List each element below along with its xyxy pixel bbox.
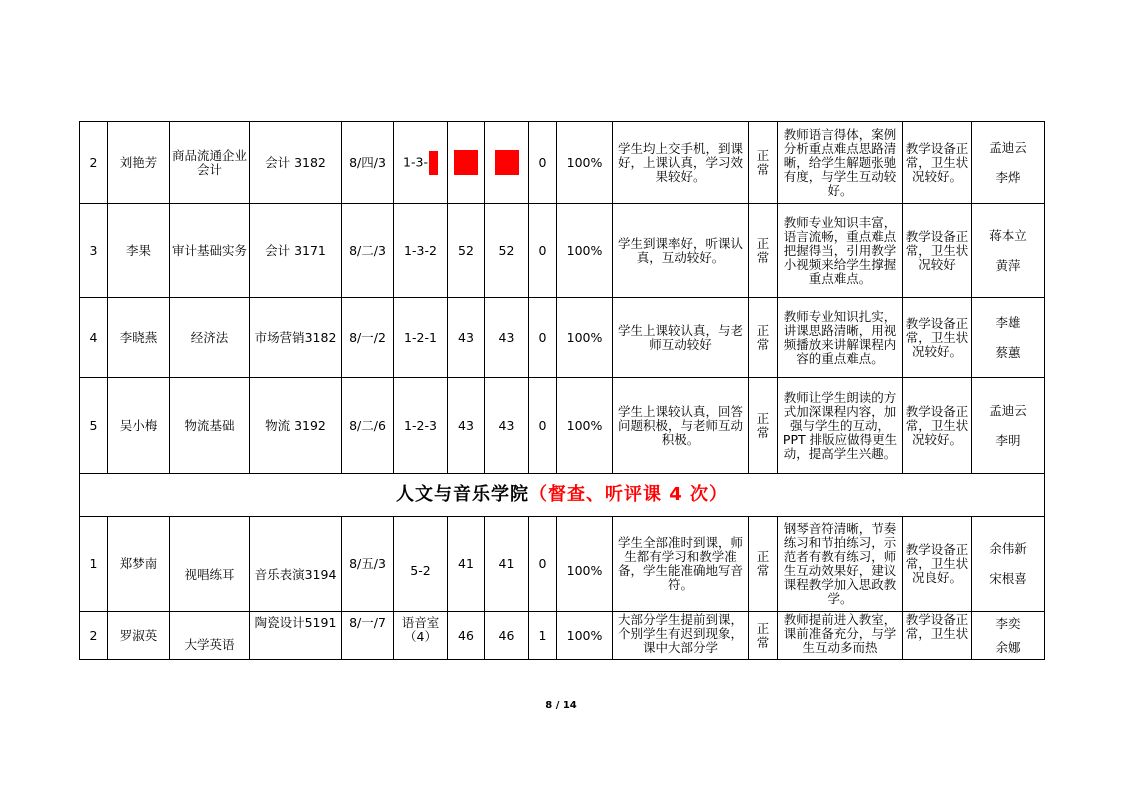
row-number: 2 [80,612,108,660]
equipment-status: 教学设备正常，卫生状况较好。 [903,122,972,204]
time-slot: 8/二/6 [342,378,394,474]
classroom: 语音室（4） [394,612,448,660]
table-row [80,517,1045,612]
equipment-status: 教学设备正常，卫生状况较好 [903,204,972,298]
observation: 学生均上交手机，到课好，上课认真，学习效果较好。 [613,122,749,204]
expected-count: 41 [448,517,485,612]
status: 正常 [749,612,778,660]
redaction-mark [454,150,478,175]
teacher-name: 李果 [108,204,170,298]
expected-count: 43 [448,378,485,474]
inspectors: 孟迪云 李烨 [972,122,1045,204]
absent-count: 0 [529,122,557,204]
actual-count [485,122,529,204]
evaluation: 钢琴音符清晰，节奏练习和节拍练习，示范者有教有练习，师生互动效果好，建议课程教学加入思政教学。 [778,517,903,612]
equipment-status: 教学设备正常，卫生状况较好。 [903,298,972,378]
row-number: 1 [80,517,108,612]
classroom [394,122,448,204]
classroom-text: 1-3- [403,154,428,169]
status: 正常 [749,204,778,298]
attendance-rate: 100% [557,517,613,612]
section-title [80,474,1045,517]
expected-count: 46 [448,612,485,660]
actual-count: 43 [485,298,529,378]
absent-count: 1 [529,612,557,660]
redaction-mark [495,150,519,175]
absent-count: 0 [529,378,557,474]
table-row [80,204,1045,298]
evaluation: 教师专业知识扎实，讲课思路清晰，用视频播放来讲解课程内容的重点难点。 [778,298,903,378]
college-name: 人文与音乐学院 [395,484,529,505]
inspection-table [79,121,1045,660]
classroom: 1-3-2 [394,204,448,298]
class-name: 陶瓷设计5191 [250,612,342,660]
table-row [80,122,1045,204]
class-name: 物流 3192 [250,378,342,474]
inspectors: 蒋本立 黄萍 [972,204,1045,298]
classroom: 5-2 [394,517,448,612]
table-row [80,298,1045,378]
absent-count: 0 [529,517,557,612]
course-name: 物流基础 [170,378,250,474]
absent-count: 0 [529,298,557,378]
expected-count: 43 [448,298,485,378]
table-row [80,378,1045,474]
teacher-name: 刘艳芳 [108,122,170,204]
teacher-name: 李晓燕 [108,298,170,378]
expected-count: 52 [448,204,485,298]
section-header-row [80,474,1045,517]
teacher-name: 郑梦南 [108,517,170,612]
inspectors: 李雄 蔡蕙 [972,298,1045,378]
classroom: 1-2-3 [394,378,448,474]
inspectors: 孟迪云 李明 [972,378,1045,474]
time-slot: 8/五/3 [342,517,394,612]
time-slot: 8/一/2 [342,298,394,378]
table-row [80,612,1045,660]
observation: 学生上课较认真，与老师互动较好 [613,298,749,378]
observation: 学生上课较认真，回答问题积极，与老师互动积极。 [613,378,749,474]
course-name: 大学英语 [170,612,250,660]
observation: 学生到课率好，听课认真，互动较好。 [613,204,749,298]
attendance-rate: 100% [557,122,613,204]
evaluation: 教师提前进入教室，课前准备充分，与学生互动多而热 [778,612,903,660]
absent-count: 0 [529,204,557,298]
teacher-name: 罗淑英 [108,612,170,660]
row-number: 5 [80,378,108,474]
equipment-status: 教学设备正常，卫生状况较好。 [903,378,972,474]
evaluation: 教师语言得体，案例分析重点难点思路清晰，给学生解题张驰有度，与学生互动较好。 [778,122,903,204]
row-number: 3 [80,204,108,298]
status: 正常 [749,122,778,204]
class-name: 市场营销3182 [250,298,342,378]
class-name: 会计 3171 [250,204,342,298]
inspectors: 李奕 余娜 [972,612,1045,660]
evaluation: 教师专业知识丰富，语言流畅，重点难点把握得当，引用教学小视频来给学生撑握重点难点。 [778,204,903,298]
time-slot: 8/一/7 [342,612,394,660]
equipment-status: 教学设备正常，卫生状况良好。 [903,517,972,612]
course-name: 经济法 [170,298,250,378]
course-name: 商品流通企业会计 [170,122,250,204]
class-name: 会计 3182 [250,122,342,204]
section-note: （督查、听评课 4 次） [528,484,729,505]
actual-count: 41 [485,517,529,612]
teacher-name: 吴小梅 [108,378,170,474]
inspectors: 余伟新 宋根喜 [972,517,1045,612]
row-number: 4 [80,298,108,378]
evaluation: 教师让学生朗读的方式加深课程内容，加强与学生的互动，PPT 排版应做得更生动，提高学生兴趣。 [778,378,903,474]
actual-count: 46 [485,612,529,660]
attendance-rate: 100% [557,378,613,474]
status: 正常 [749,517,778,612]
course-name: 视唱练耳 [170,517,250,612]
attendance-rate: 100% [557,204,613,298]
attendance-rate: 100% [557,612,613,660]
class-name: 音乐表演3194 [250,517,342,612]
attendance-rate: 100% [557,298,613,378]
actual-count: 43 [485,378,529,474]
time-slot: 8/二/3 [342,204,394,298]
time-slot: 8/四/3 [342,122,394,204]
classroom: 1-2-1 [394,298,448,378]
equipment-status: 教学设备正常，卫生状 [903,612,972,660]
actual-count: 52 [485,204,529,298]
observation: 大部分学生提前到课，个别学生有迟到现象，课中大部分学 [613,612,749,660]
course-name: 审计基础实务 [170,204,250,298]
observation: 学生全部准时到课，师生都有学习和教学准备，学生能准确地写音符。 [613,517,749,612]
row-number: 2 [80,122,108,204]
status: 正常 [749,378,778,474]
redaction-mark [429,151,438,175]
expected-count [448,122,485,204]
page-number: 8 / 14 [545,700,577,711]
status: 正常 [749,298,778,378]
